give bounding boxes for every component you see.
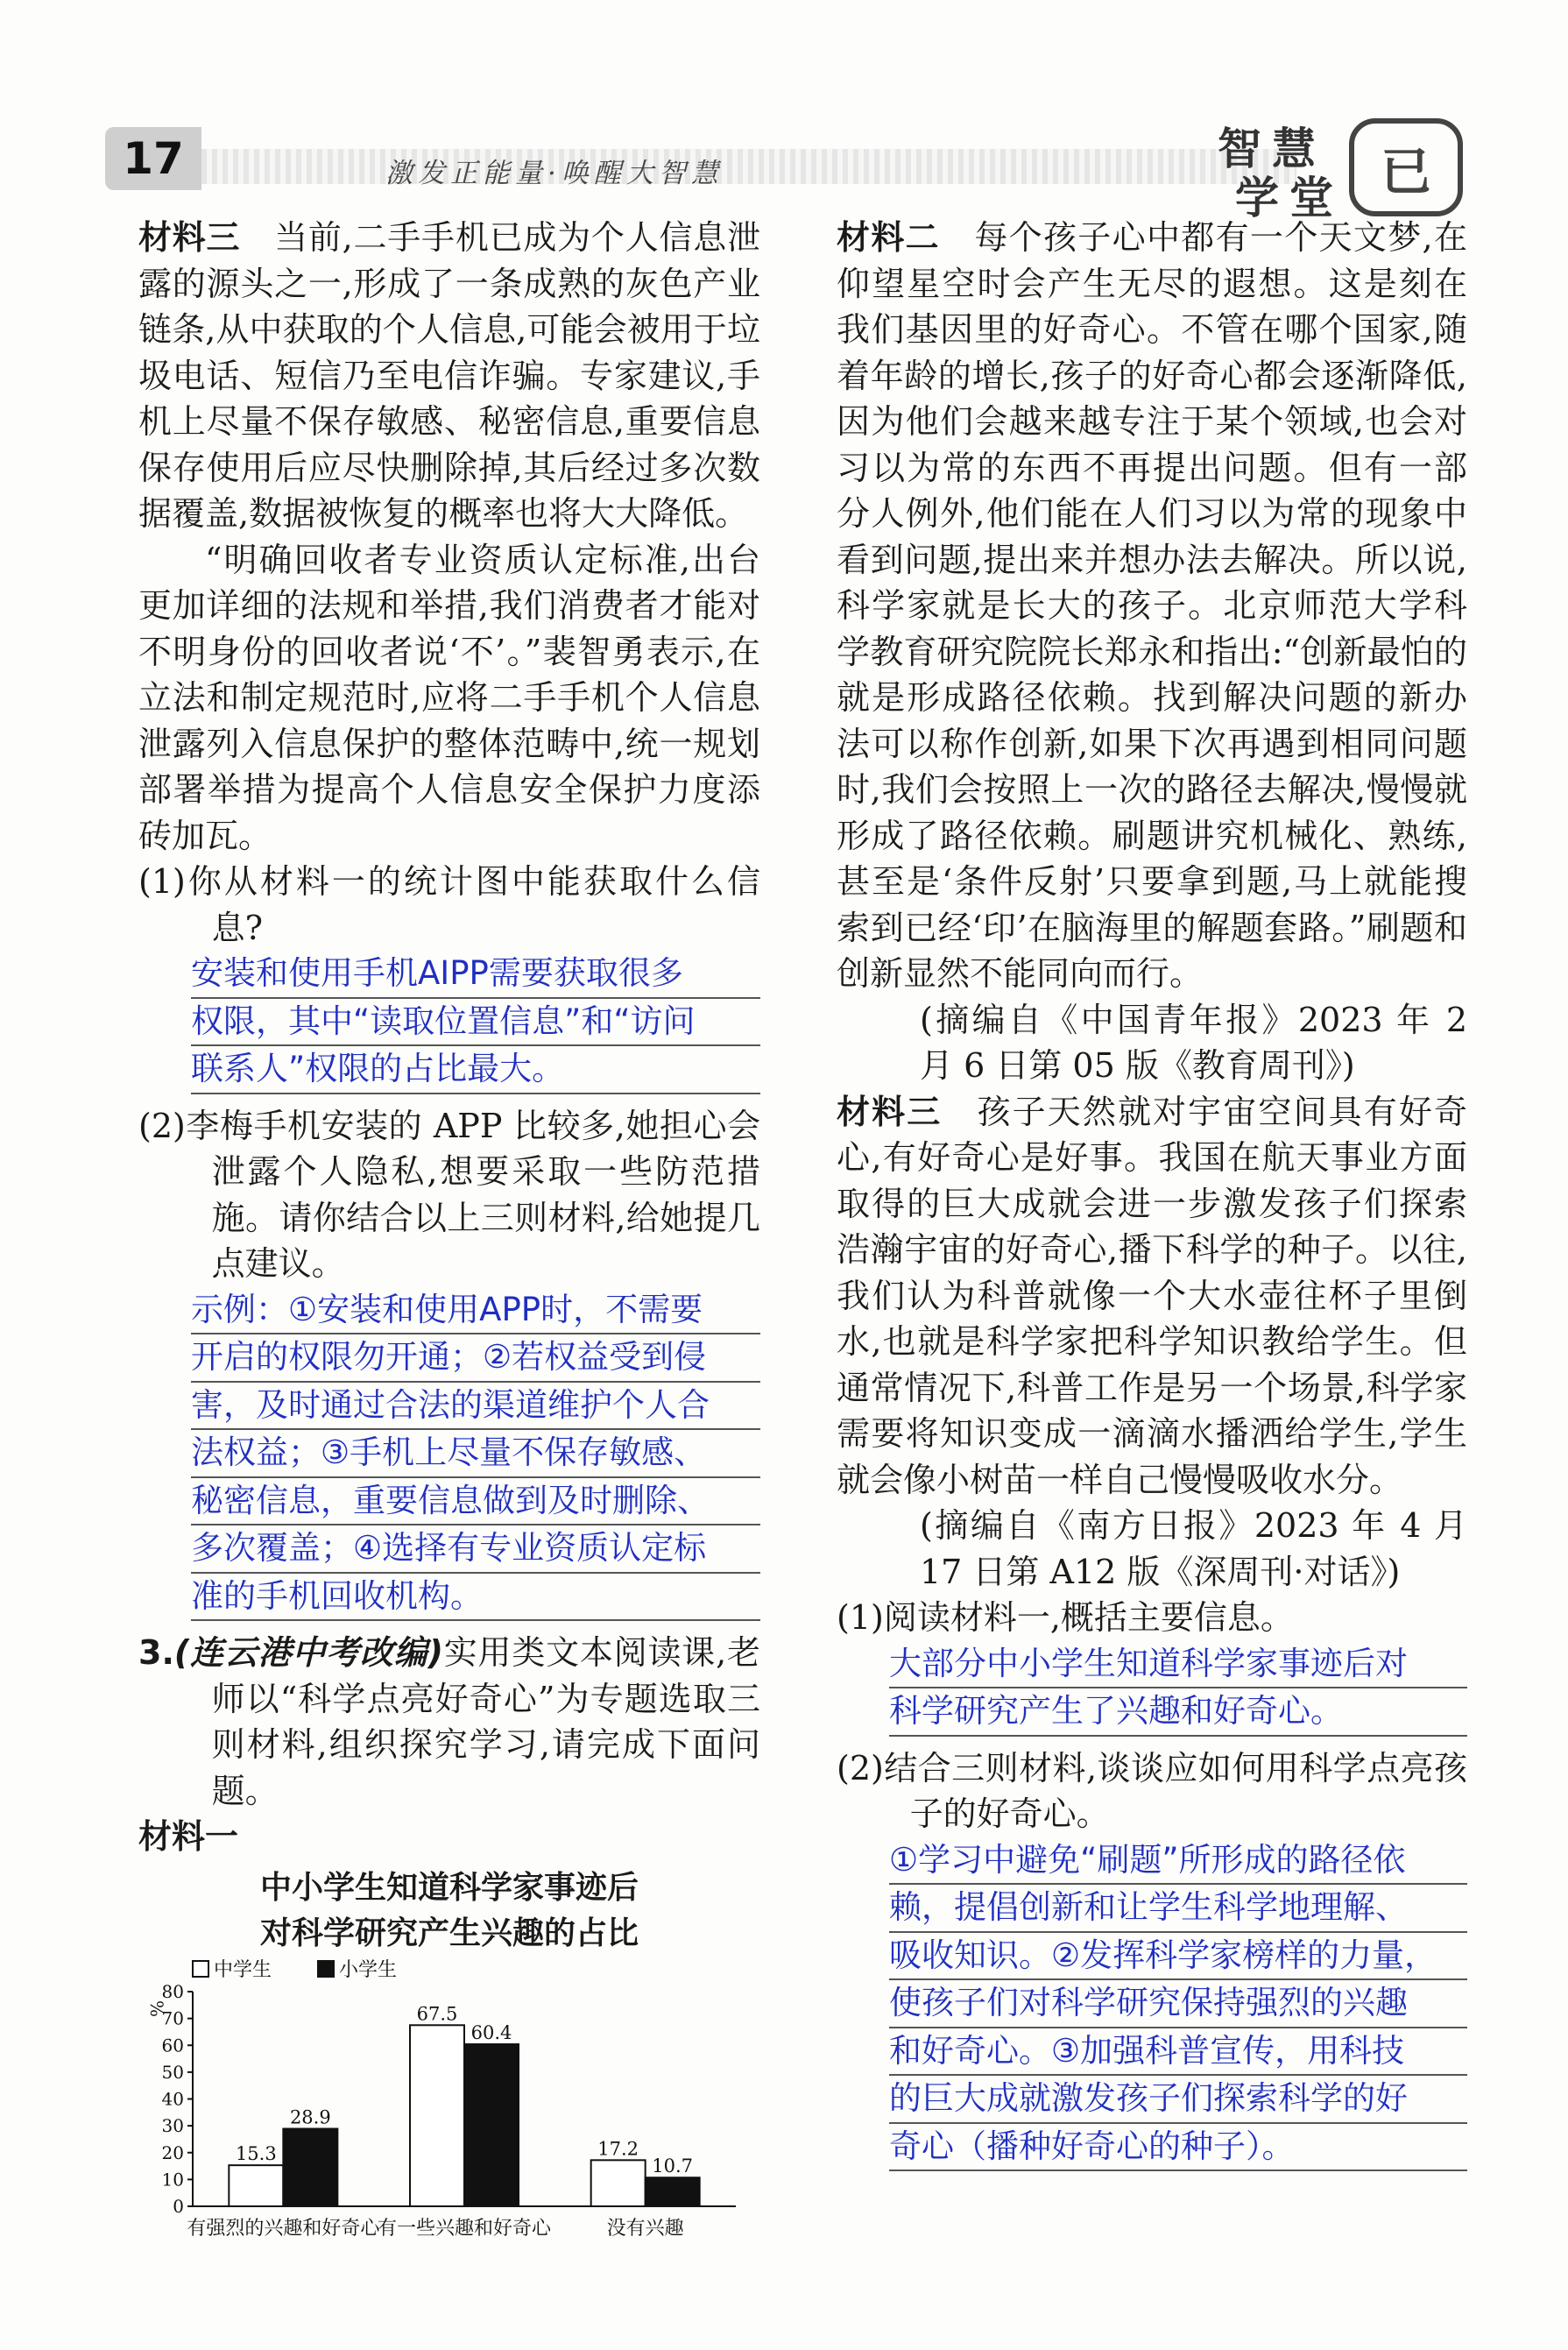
- y-tick-label: 40: [161, 2088, 184, 2109]
- bar: [229, 2165, 283, 2206]
- answer-line: 权限，其中“读取位置信息”和“访问: [191, 999, 760, 1047]
- material-text: 每个孩子心中都有一个天文梦,在仰望星空时会产生无尽的遐想。这是刻在我们基因里的好奇心。不管在哪个国家,随着年龄的增长,孩子的好奇心都会逐渐降低,因为他们会越来越专注于某个领域,也会对习以为常的东西不再提出问题。但有一部分人例外,他们能在人们习以为常的现象中看到问题,提出来并想办法去解决。所以说,科学家就是长大的孩子。北京师范大学科学教育研究院院长郑永和指出:“创新最怕的就是形成路径依赖。找到解决问题的新办法可以称作创新,如果下次再遇到相同问题时,我们会按照上一次的路径去解决,慢慢就形成了路径依赖。刷题讲究机械化、熟练,甚至是‘条件反射’只要拿到题,马上就能搜索到已经‘印’在脑海里的解题套路。”刷题和创新显然不能同向而行。: [837, 218, 1467, 993]
- page-number: 17: [105, 127, 201, 190]
- answer-line: 科学研究产生了兴趣和好奇心。: [889, 1688, 1467, 1737]
- answer-line: 秘密信息，重要信息做到及时删除、: [191, 1478, 760, 1526]
- question-1: (1)你从材料一的统计图中能获取什么信息?: [138, 862, 760, 947]
- data-label: 60.4: [470, 2021, 512, 2043]
- y-tick-label: 60: [161, 2034, 184, 2056]
- data-label: 15.3: [235, 2142, 277, 2164]
- answer-1: [138, 951, 760, 1094]
- question-2: (2)李梅手机安装的 APP 比较多,她担心会泄露个人隐私,想要采取一些防范措施。请你结合以上三则材料,给她提几点建议。: [138, 1106, 760, 1283]
- bar: [464, 2044, 519, 2206]
- answer-line: 安装和使用手机AIPP需要获取很多: [191, 951, 760, 999]
- answer-2: [837, 1837, 1467, 2172]
- answer-line: 的巨大成就激发孩子们探索科学的好: [889, 2076, 1467, 2124]
- data-label: 17.2: [597, 2137, 639, 2159]
- answer-line: ①学习中避免“刷题”所形成的路径依: [889, 1837, 1467, 1886]
- answer-line: 吸收知识。②发挥科学家榜样的力量，: [889, 1933, 1467, 1981]
- answer-line: 使孩子们对科学研究保持强烈的兴趣: [889, 1980, 1467, 2028]
- left-column: [138, 215, 760, 2257]
- material2-paragraph: [837, 215, 1467, 997]
- answer-line: 奇心（播种好奇心的种子）。: [889, 2124, 1467, 2172]
- right-column: [837, 215, 1467, 2171]
- y-axis-label: %: [146, 2000, 167, 2017]
- question-source: (连云港中考改编): [173, 1633, 443, 1672]
- y-tick-label: 80: [161, 1980, 184, 2002]
- bar: [410, 2025, 464, 2206]
- answer-line: 准的手机回收机构。: [191, 1574, 760, 1622]
- chart-title-line: 中小学生知道科学家事迹后: [259, 1869, 639, 1906]
- y-tick-label: 50: [161, 2061, 184, 2083]
- header-decoration: [201, 149, 1296, 184]
- logo-char: 慧: [1272, 124, 1316, 174]
- header-slogan: 激发正能量·唤醒大智慧: [385, 158, 724, 189]
- category-label: 有一些兴趣和好奇心: [377, 2217, 552, 2240]
- legend-swatch: [193, 1961, 208, 1977]
- answer-line: 赖，提倡创新和让学生科学地理解、: [889, 1885, 1467, 1933]
- answer-1: [837, 1641, 1467, 1737]
- material3-paragraph: [837, 1089, 1467, 1504]
- bar: [591, 2160, 646, 2206]
- logo-char: 学: [1235, 173, 1279, 223]
- brand-logo: [1218, 114, 1480, 223]
- y-tick-label: 30: [161, 2114, 184, 2136]
- data-label: 28.9: [289, 2106, 331, 2127]
- y-tick-label: 10: [161, 2168, 184, 2190]
- answer-line: 示例：①安装和使用APP时，不需要: [191, 1287, 760, 1335]
- material-label: 材料三: [138, 218, 241, 257]
- question-2: (2)结合三则材料,谈谈应如何用科学点亮孩子的好奇心。: [837, 1748, 1467, 1833]
- material1-label: 材料一: [138, 1817, 239, 1856]
- material-label: 材料二: [837, 218, 940, 257]
- category-label: 没有兴趣: [606, 2217, 684, 2240]
- material-label: 材料三: [837, 1092, 943, 1131]
- answer-line: 法权益；③手机上尽量不保存敏感、: [191, 1430, 760, 1478]
- legend-label: 小学生: [339, 1958, 398, 1981]
- bar: [283, 2128, 337, 2206]
- logo-char: 堂: [1289, 173, 1333, 223]
- chart-title-line: 对科学研究产生兴趣的占比: [259, 1915, 639, 1951]
- answer-2: [138, 1287, 760, 1622]
- material-text: 当前,二手手机已成为个人信息泄露的源头之一,形成了一条成熟的灰色产业链条,从中获取的个人信息,可能会被用于垃圾电话、短信乃至电信诈骗。专家建议,手机上尽量不保存敏感、秘密信息,重要信息保存使用后应尽快删除掉,其后经过多次数据覆盖,数据被恢复的概率也将大大降低。: [138, 218, 760, 533]
- answer-line: 害，及时通过合法的渠道维护个人合: [191, 1383, 760, 1431]
- y-tick-label: 20: [161, 2141, 184, 2163]
- data-label: 10.7: [652, 2155, 694, 2177]
- answer-line: 大部分中小学生知道科学家事迹后对: [889, 1641, 1467, 1689]
- legend-label: 中学生: [214, 1958, 272, 1981]
- bar: [646, 2177, 700, 2206]
- data-label: 67.5: [416, 2002, 458, 2024]
- source-note: (摘编自《南方日报》2023 年 4 月 17 日第 A12 版《深周刊·对话》): [920, 1506, 1467, 1591]
- logo-char: 智: [1218, 124, 1261, 174]
- chart: [138, 1865, 760, 2258]
- logo-badge: 已: [1349, 118, 1463, 216]
- question-number: 3.: [138, 1633, 174, 1672]
- material3-paragraph-2: “明确回收者专业资质认定标准,出台更加详细的法规和举措,我们消费者才能对不明身份的回收者说‘不’。”裴智勇表示,在立法和制定规范时,应将二手手机个人信息泄露列入信息保护的整体范畴中,统一规划部署举措为提高个人信息安全保护力度添砖加瓦。: [138, 540, 760, 855]
- source-note: (摘编自《中国青年报》2023 年 2 月 6 日第 05 版《教育周刊》): [920, 1000, 1467, 1085]
- category-label: 有强烈的兴趣和好奇心: [187, 2217, 380, 2240]
- y-tick-label: 70: [161, 2007, 184, 2029]
- answer-line: 和好奇心。③加强科普宣传，用科技: [889, 2028, 1467, 2077]
- material-text: 孩子天然就对宇宙空间具有好奇心,有好奇心是好事。我国在航天事业方面取得的巨大成就会进一步激发孩子们探索浩瀚宇宙的好奇心,播下科学的种子。以往,我们认为科普就像一个大水壶往杯子里倒水,也就是科学家把科学知识教给学生。但通常情况下,科普工作是另一个场景,科学家需要将知识变成一滴滴水播洒给学生,学生就会像小树苗一样自己慢慢吸收水分。: [837, 1092, 1467, 1499]
- question-1: (1)阅读材料一,概括主要信息。: [837, 1598, 1294, 1637]
- y-tick-label: 0: [173, 2195, 184, 2217]
- answer-line: 联系人”权限的占比最大。: [191, 1046, 760, 1094]
- answer-line: 多次覆盖；④选择有专业资质认定标: [191, 1525, 760, 1574]
- material3-paragraph: [138, 215, 760, 537]
- question-text: 实用类文本阅读课,老师以“科学点亮好奇心”为专题选取三则材料,组织探究学习,请完成下面问题。: [211, 1633, 760, 1810]
- question-3: [138, 1630, 760, 1814]
- bar-chart: [138, 1957, 760, 2246]
- answer-line: 开启的权限勿开通；②若权益受到侵: [191, 1334, 760, 1383]
- legend-swatch: [318, 1961, 334, 1977]
